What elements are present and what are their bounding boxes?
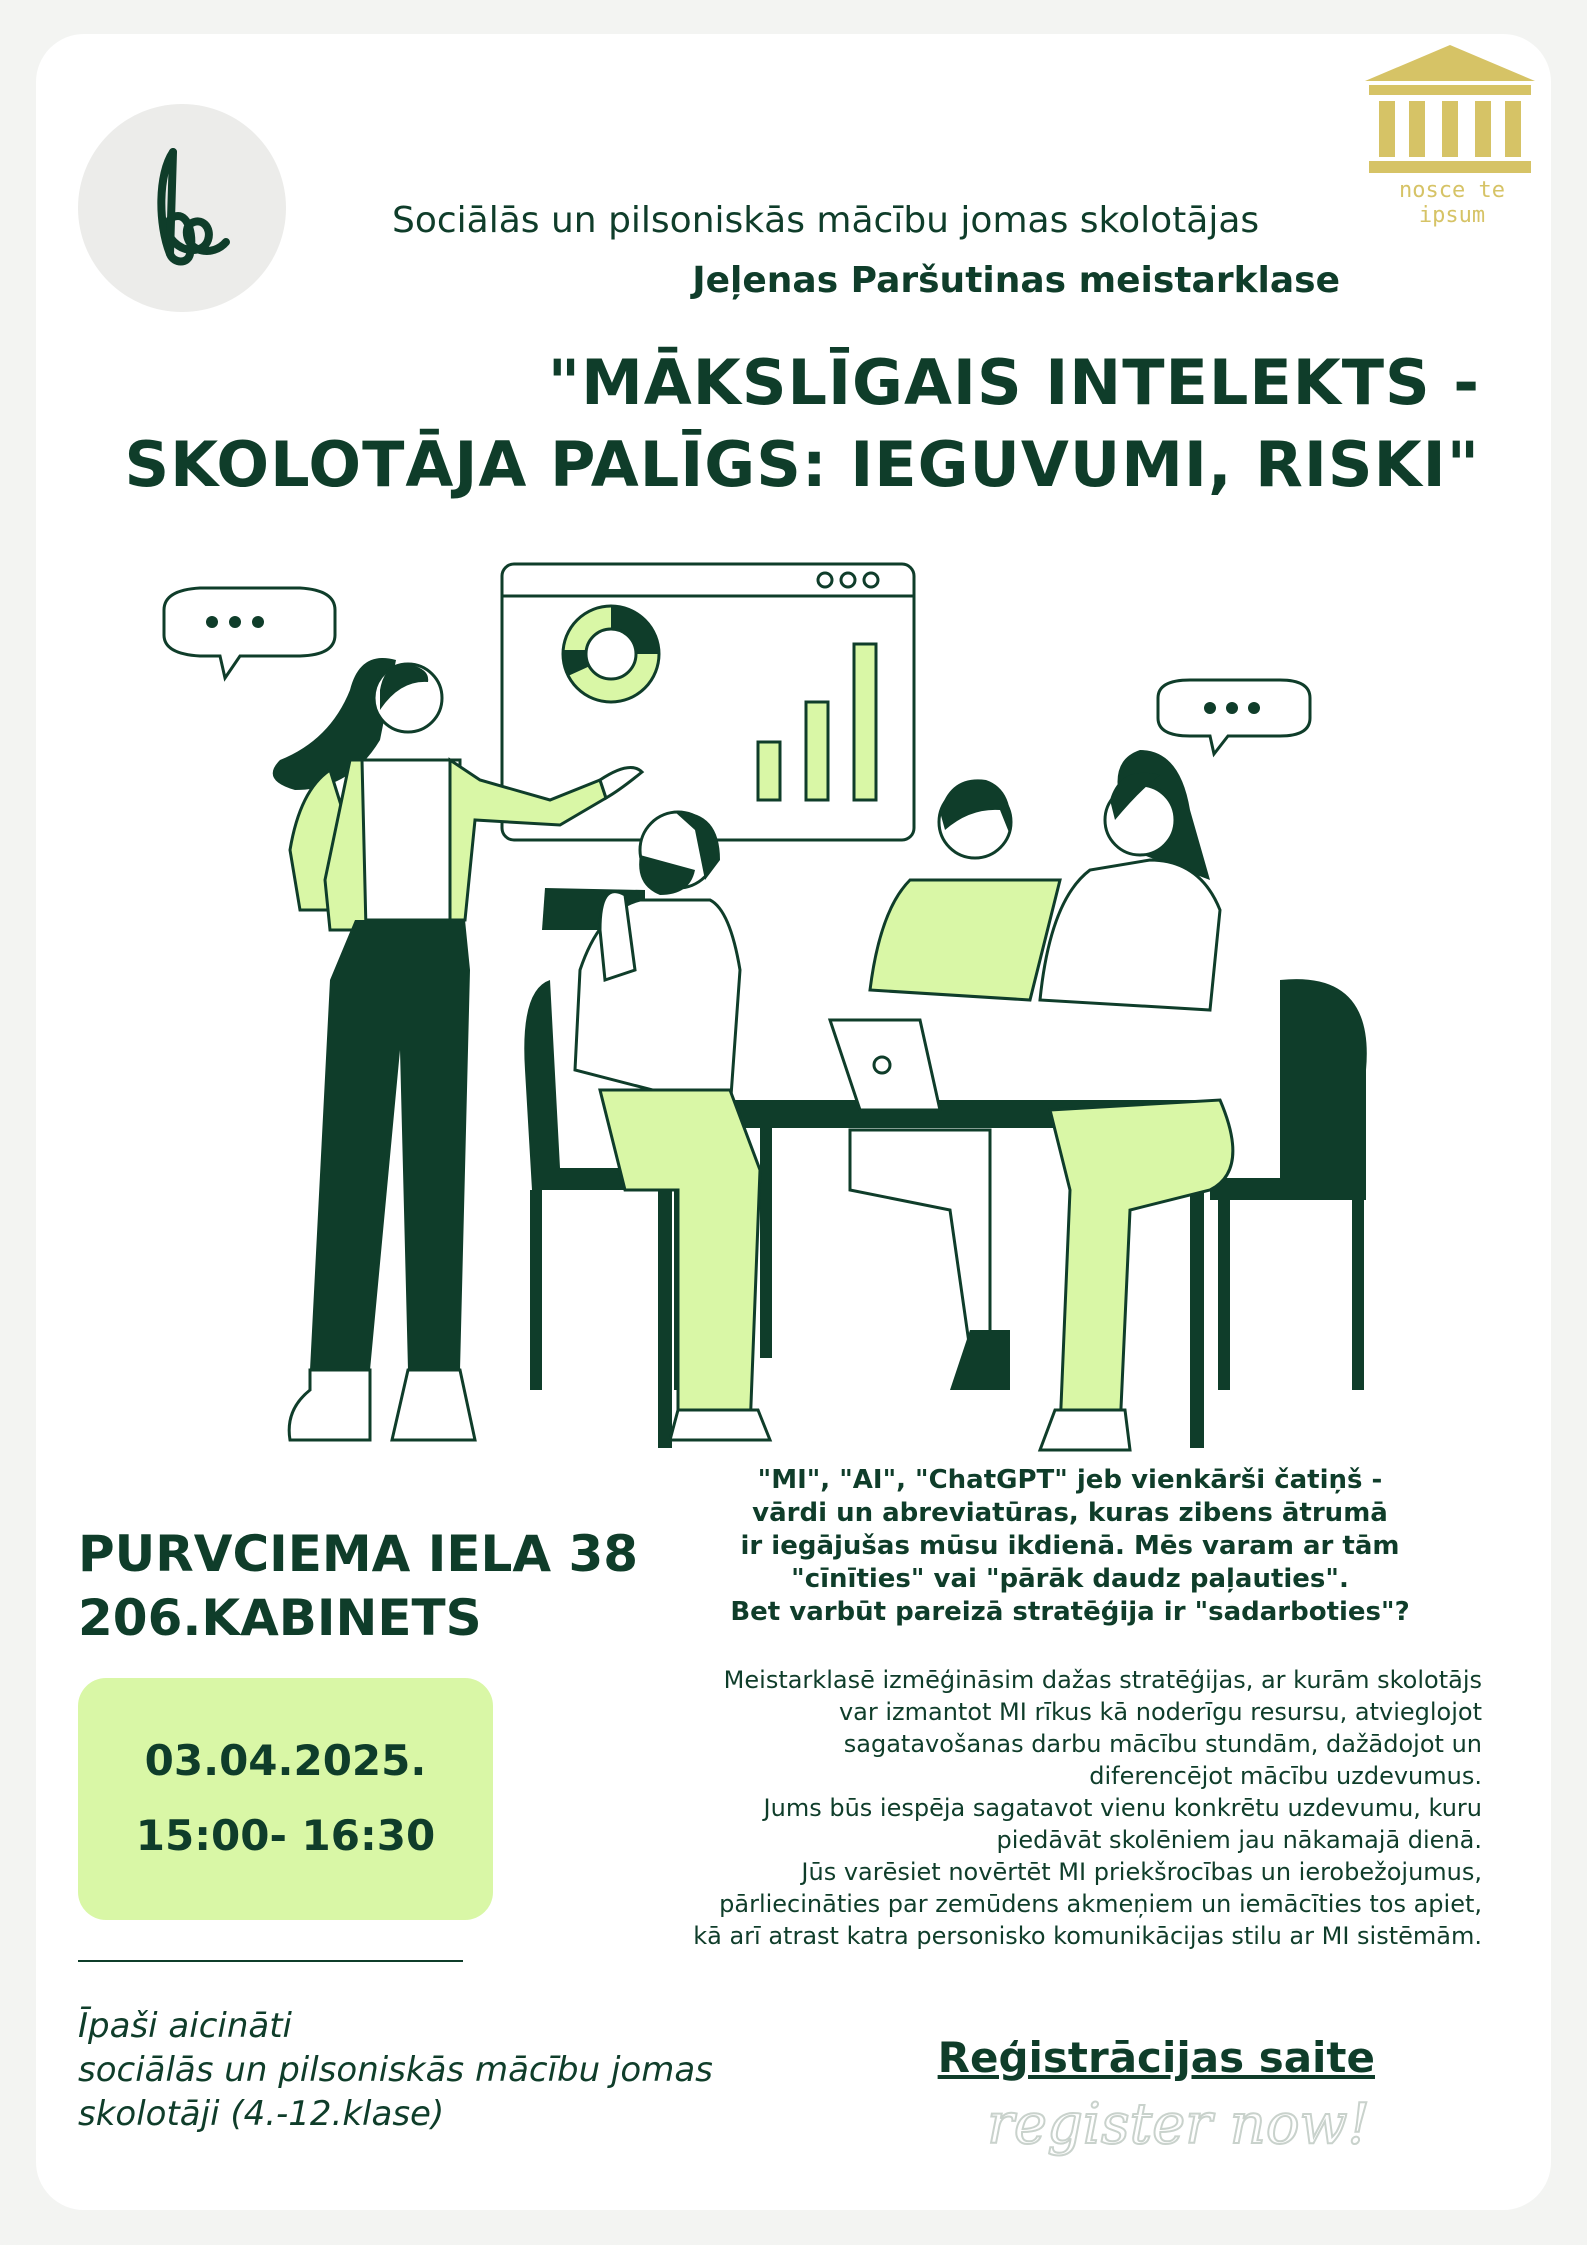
room-line: 206.KABINETS — [78, 1589, 482, 1647]
meeting-illustration — [130, 550, 1390, 1470]
description-line: piedāvāt skolēniem jau nākamajā dienā. — [996, 1826, 1482, 1854]
event-datetime-box — [78, 1678, 493, 1920]
description — [520, 1664, 1482, 1952]
logo-b-icon — [78, 104, 286, 312]
location — [78, 1522, 698, 1650]
description-line: Jūs varēsiet novērtēt MI priekšrocības un ierobežojumus, — [801, 1858, 1482, 1886]
teacher-line: Jeļenas Paršutinas meistarklase — [692, 260, 1340, 301]
register-now-text: register now! — [987, 2092, 1370, 2157]
laptop-woman-icon — [830, 779, 1060, 1390]
address-line: PURVCIEMA IELA 38 — [78, 1525, 639, 1583]
event-date: 03.04.2025. — [144, 1736, 427, 1785]
subtitle: Sociālās un pilsoniskās mācību jomas skolotājas — [392, 200, 1260, 241]
invite-line: sociālās un pilsoniskās mācību jomas — [78, 2050, 713, 2090]
chair-right-icon — [1210, 979, 1367, 1390]
motto: nosce te ipsum — [1399, 178, 1505, 228]
description-line: Jums būs iespēja sagatavot vienu konkrētu uzdevumu, kuru — [763, 1794, 1482, 1822]
description-line: kā arī atrast katra personisko komunikācijas stilu ar MI sistēmām. — [693, 1922, 1482, 1950]
description-line: var izmantot MI rīkus kā noderīgu resursu, atvieglojot — [838, 1698, 1482, 1726]
invite-line: skolotāji (4.-12.klase) — [78, 2094, 445, 2134]
divider — [78, 1960, 463, 1962]
intro-line: Bet varbūt pareizā stratēģija ir "sadarboties"? — [730, 1597, 1410, 1627]
title-line-2: SKOLOTĀJA PALĪGS: IEGUVUMI, RISKI" — [124, 428, 1480, 501]
intro-line: "MI", "AI", "ChatGPT" jeb vienkārši čatiņš - — [757, 1465, 1383, 1495]
bearded-man-icon — [575, 812, 770, 1440]
invite-line: Īpaši aicināti — [78, 2006, 292, 2046]
intro-text — [690, 1464, 1450, 1629]
speech-bubble-right-icon — [1158, 680, 1310, 754]
invitation — [78, 2004, 838, 2136]
event-time: 15:00- 16:30 — [135, 1811, 436, 1860]
registration-link[interactable]: Reģistrācijas saite — [937, 2033, 1375, 2082]
school-logo — [78, 104, 286, 312]
intro-line: vārdi un abreviatūras, kuras zibens ātrumā — [752, 1498, 1388, 1528]
register-now-script[interactable] — [880, 2088, 1380, 2168]
page-title — [80, 342, 1480, 506]
description-line: sagatavošanas darbu mācību stundām, dažādojot un — [843, 1730, 1482, 1758]
description-line: pārliecināties par zemūdens akmeņiem un iemācīties tos apiet, — [719, 1890, 1482, 1918]
description-line: diferencējot mācību uzdevumus. — [1089, 1762, 1482, 1790]
description-line: Meistarklasē izmēģināsim dažas stratēģijas, ar kurām skolotājs — [723, 1666, 1482, 1694]
intro-line: "cīnīties" vai "pārāk daudz paļauties". — [791, 1564, 1349, 1594]
temple-logo-icon — [1365, 45, 1535, 180]
speech-bubble-left-icon — [164, 588, 335, 678]
intro-line: ir iegājušas mūsu ikdienā. Mēs varam ar tām — [740, 1531, 1400, 1561]
title-line-1: "MĀKSLĪGAIS INTELEKTS - — [547, 346, 1480, 419]
